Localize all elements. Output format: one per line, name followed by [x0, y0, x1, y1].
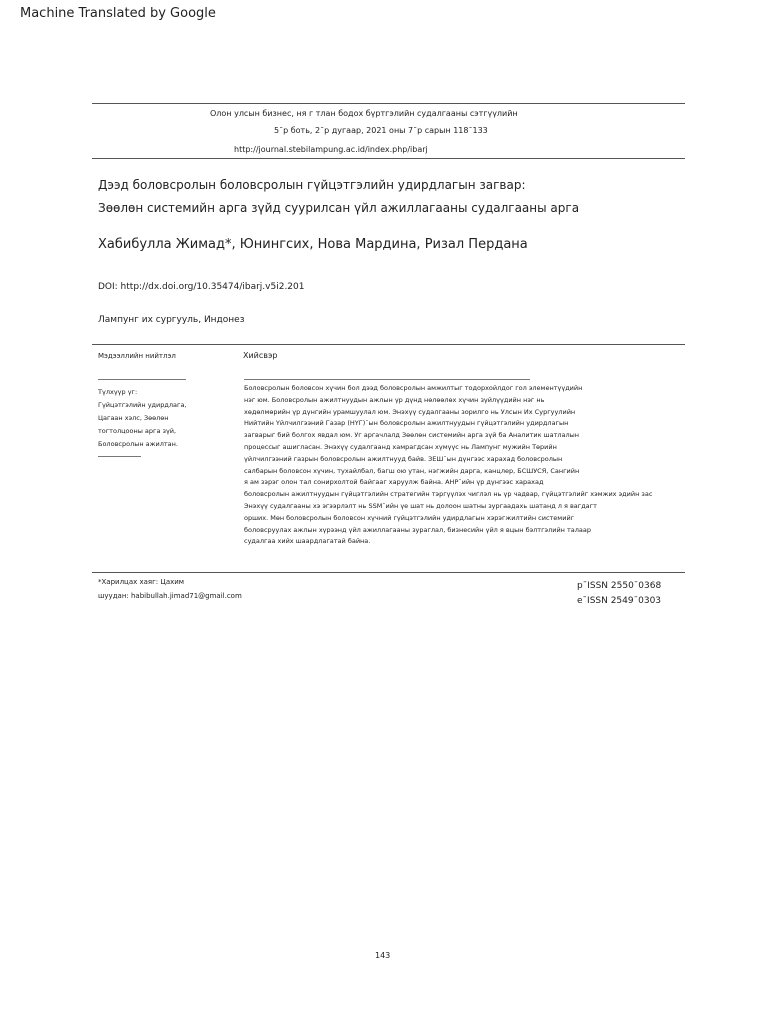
- abstract-line: салбарын боловсон хүчин, тухайлбал, багш ою утан, нэгжийн дарга, канцлер, БСШУСЯ, Сангийн: [244, 466, 580, 475]
- section-bottom-rule: [92, 572, 685, 573]
- keyword: Цагаан хэлс, Зөөлөн: [98, 414, 169, 422]
- keyword: тогтолцооны арга зүй,: [98, 427, 177, 435]
- abstract-short-rule: [244, 379, 530, 380]
- abstract-line: загварыг бий болгох явдал юм. Уг аргачлалд Зөөлөн системийн арга зүй ба Аналитик шатлалын: [244, 431, 580, 440]
- keywords-label: Түлхүүр үг:: [98, 388, 138, 396]
- keywords-block: [98, 386, 238, 451]
- journal-name: Олон улсын бизнес, ня г тлан бодох бүртгэлийн судалгааны сэтгүүлийн: [210, 109, 518, 118]
- header-bottom-rule: [92, 158, 685, 159]
- header-top-rule: [92, 103, 685, 104]
- abstract-line: орших. Мөн боловсролын боловсон хүчний гүйцэтгэлийн удирдлагын хэрэгжилтийн системийг: [244, 513, 575, 522]
- online-issn: e¯ISSN 2549¯0303: [577, 596, 662, 606]
- keyword: Боловсролын ажилтан.: [98, 440, 178, 448]
- abstract-heading: Хийсвэр: [243, 351, 278, 360]
- abstract-line: үйлчилгээний газрын боловсролын ажилтнууд байв. ЗЕШ¯ын дүнгээс харахад боловсролын: [244, 454, 563, 463]
- correspondence-label: *Харилцах хаяг: Цахим: [98, 578, 185, 586]
- abstract-line: боловсролын ажилтнуудын гүйцэтгэлийн стратегийн тэргүүлэх чиглэл нь үр чадвар, гүйцэтгэлийг хэмжих эдийн зас: [244, 490, 653, 499]
- author-affiliation: Лампунг их сургууль, Индонез: [98, 315, 245, 325]
- abstract-line: судалгаа хийх шаардлагатай байна.: [244, 537, 371, 546]
- info-short-rule: [98, 379, 186, 380]
- abstract-line: Боловсролын боловсон хүчин бол дээд боловсролын амжилтыг тодорхойлдог гол элементүүдийн: [244, 384, 583, 392]
- keyword: Гүйцэтгэлийн удирдлага,: [98, 401, 187, 409]
- article-authors: Хабибулла Жимад*, Юнингсих, Нова Мардина, Ризал Пердана: [98, 237, 528, 252]
- journal-url[interactable]: http://journal.stebilampung.ac.id/index.php/ibarj: [234, 145, 428, 154]
- abstract-line: Нийтийн Үйлчилгээний Газар (НҮГ)¯ын боловсролын ажилтнуудын гүйцэтгэлийн удирдлагын: [244, 419, 569, 428]
- abstract-body: [244, 383, 768, 548]
- article-doi[interactable]: DOI: http://dx.doi.org/10.35474/ibarj.v5i2.201: [98, 282, 305, 292]
- article-title-line-2: Зөөлөн системийн арга зүйд суурилсан үйл ажиллагааны судалгааны арга: [98, 201, 580, 215]
- page-number: 143: [375, 951, 391, 960]
- article-info-heading: Мэдээллийн нийтлэл: [98, 352, 176, 360]
- abstract-line: процессыг ашигласан. Энэхүү судалгаанд хамрагдсан хүмүүс нь Лампунг мужийн Төрийн: [244, 442, 557, 451]
- keywords-end-rule: [98, 456, 141, 457]
- abstract-line: хөдөлмөрийн үр дүнгийн урамшуулал юм. Энэхүү судалгааны зорилго нь Улсын Их Сургуулийн: [244, 407, 576, 416]
- abstract-line: нэг юм. Боловсролын ажилтнуудын ажлын үр дүнд нөлөөлөх хүчин зүйлүүдийн нэг нь: [244, 395, 545, 404]
- machine-translation-banner: Machine Translated by Google: [20, 6, 216, 21]
- abstract-line: я ам зэрэг олон тал сонирхолтой байгааг харуулж байна. AHP¯ийн үр дүнгээс харахад: [244, 478, 544, 487]
- abstract-line: Энэхүү судалгааны хэ эгээрлэлт нь SSM¯ийн үе шат нь долоон шатны зургаадахь шатанд л я вагдагт: [244, 501, 597, 510]
- article-title-line-1: Дээд боловсролын боловсролын гүйцэтгэлийн удирдлагын загвар:: [98, 178, 526, 192]
- section-top-rule: [92, 344, 685, 345]
- abstract-line: боловсруулах ажлын хүрээнд үйл ажиллагааны зураглал, бизнесийн үйл я вцын бэлтгэлийн талаар: [244, 525, 592, 534]
- correspondence-email[interactable]: шуудан: habibullah.jimad71@gmail.com: [98, 592, 242, 600]
- print-issn: p¯ISSN 2550¯0368: [577, 581, 662, 591]
- journal-issue: 5¯р боть, 2¯р дугаар, 2021 оны 7¯р сарын 118¯133: [274, 126, 488, 135]
